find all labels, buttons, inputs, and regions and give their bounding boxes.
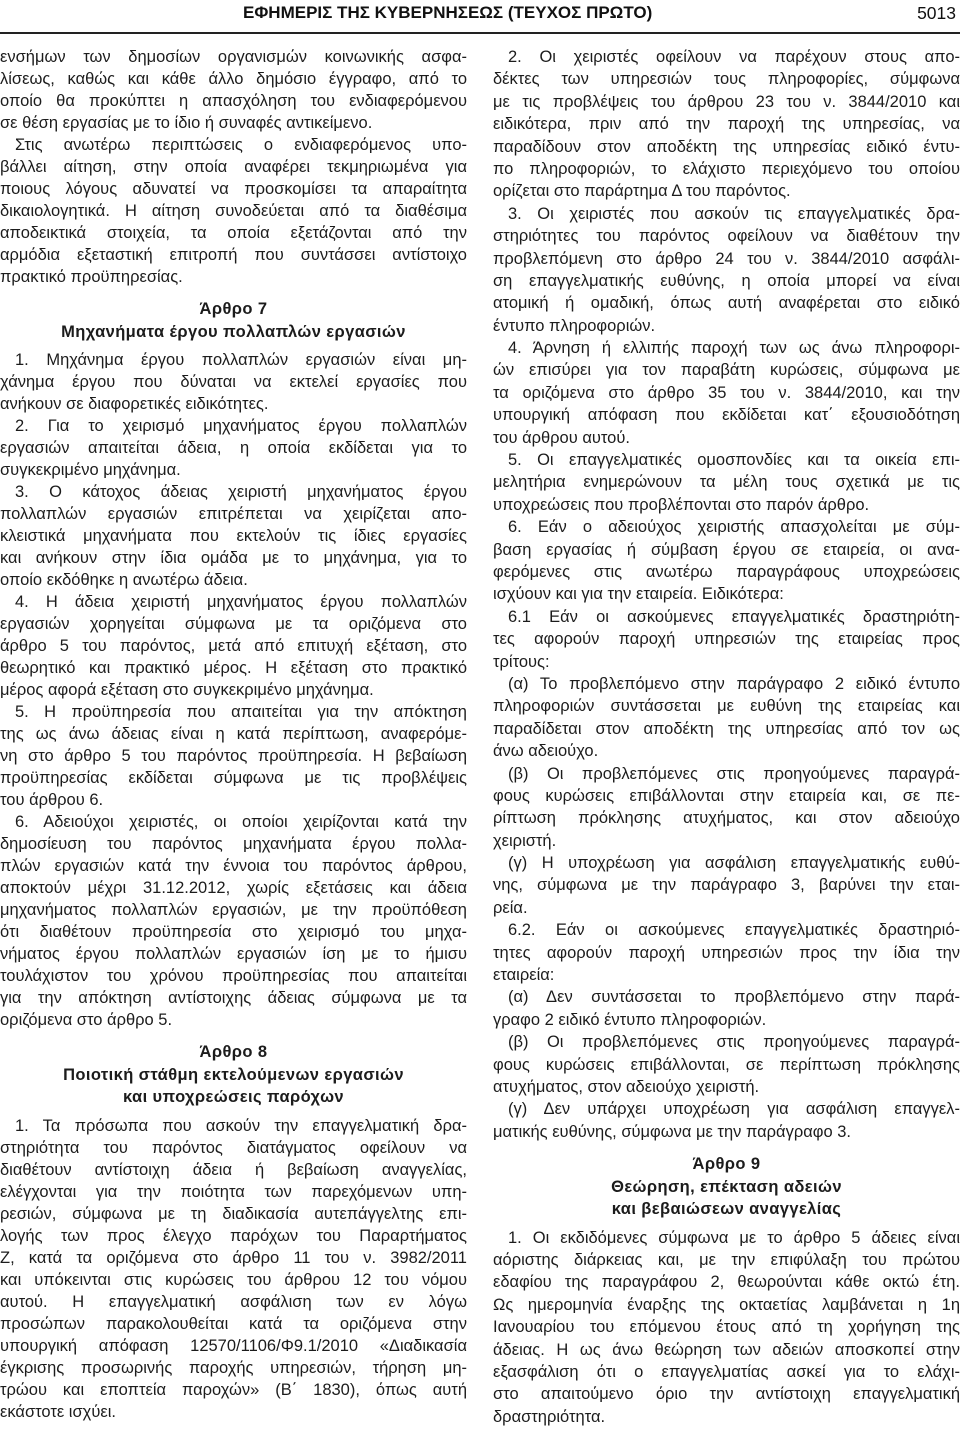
paragraph (493, 1098, 960, 1143)
text-line: προσώπων παρακολουθείται κατά τα οριζόμενα στην (0, 1314, 467, 1333)
text-line: πρακτικό προϋπηρεσίας. (0, 268, 183, 286)
text-line: σε θέση εργασίας με το ίδιο ή συναφές αντικείμενο. (0, 114, 373, 132)
text-line: Ιανουαρίου του επόμενου έτους από τη χορήγηση της (493, 1318, 960, 1337)
text-line: 6.1 Εάν οι ασκούμενες επαγγελματικές δραστηριότη- (508, 607, 960, 626)
text-line: προϋπηρεσίας εκδίδεται σύμφωνα με τις προβλέψεις (0, 769, 467, 787)
text-line: φους κυρώσεις επιβάλλονται, σε περίπτωση πρόκλησης (493, 1055, 960, 1074)
text-line: 4. Η άδεια χειριστή μηχανήματος έργου πολλαπλών (15, 593, 467, 611)
header-rule (0, 32, 960, 34)
text-line: (γ) Δεν υπάρχει υποχρέωση για ασφάλιση επαγγελ- (508, 1100, 960, 1119)
text-line: υποχρεώσεις που προβλέπονται στο παρόν άρθρο. (493, 495, 870, 514)
text-line: μηχανήματος πολλαπλών εργασιών, με την προϋπόθεση (0, 901, 467, 919)
text-line: χάνημα έργου που δύναται να εκτελεί εργασίες που (0, 373, 467, 391)
text-line: οριζόμενα στο άρθρο 5. (0, 1011, 173, 1029)
text-line: διαθέτουν αντίστοιχη άδεια ή βεβαίωση αναγγελίας, (0, 1160, 467, 1179)
paragraph (0, 481, 467, 591)
text-line: άρθρο 5 του παρόντος, μετά από επιτυχή εξέταση, στο (0, 637, 467, 655)
right-column (493, 46, 960, 1428)
text-line: (α) Το προβλεπόμενο στην παράγραφο 2 ειδικό έντυπο (508, 674, 960, 693)
article-title: και βεβαιώσεων αναγγελίας (611, 1200, 842, 1219)
article-title: Μηχανήματα έργου πολλαπλών εργασιών (61, 322, 406, 341)
paragraph (493, 1227, 960, 1429)
text-line: στο απαιτούμενο όριο την αντίστοιχη επαγγελματική (493, 1385, 960, 1404)
text-line: τρώου και εποπτεία παροχών» (Β΄ 1830), όπως αυτή (0, 1380, 467, 1399)
text-line: στηριότητα του παρόντος διατάγματος οφείλουν να (0, 1138, 467, 1157)
text-line: του άρθρου 6. (0, 791, 104, 809)
text-line: τα οριζόμενα στο άρθρο 35 του ν. 3844/2010, και την (493, 383, 960, 402)
text-line: ελέγχονται για την ποιότητα των παρεχόμενων υπη- (0, 1182, 467, 1201)
text-line: ισχύουν και για την εταιρεία. Ειδικότερα: (493, 585, 784, 604)
text-line: τητες αφορούν παροχή υπηρεσιών προς την ίδια την (493, 943, 960, 962)
text-line: δημοσίευση του παρόντος μηχανήματα έργου πολλα- (0, 835, 467, 853)
text-line: νης, σύμφωνα με την παράγραφο 3, βαρύνει την εται- (493, 876, 960, 895)
article-heading (0, 298, 467, 343)
text-line: 5. Οι επαγγελματικές ομοσπονδίες και τα οικεία επι- (508, 451, 960, 470)
text-line: πλών εργασιών κατά την έννοια του παρόντος άρθρου, (0, 857, 467, 875)
left-column (0, 46, 467, 1423)
text-line: ότι διαθέτουν προϋπηρεσία στο χειρισμό του μηχα- (0, 923, 467, 941)
text-line: πο πληροφοριών, το ελάχιστο περιεχόμενο του οποίου (493, 159, 960, 178)
paragraph (0, 134, 467, 288)
text-line: νήματος έργου πολλαπλών εργασιών ίση με το ήμισυ (0, 945, 467, 963)
text-line: ών επισύρει για τον παραβάτη κυρώσεις, σύμφωνα με (493, 361, 960, 380)
text-line: θεωρητικό και πρακτικό μέρος. Η εξέταση στο πρακτικό (0, 659, 467, 677)
text-line: βαση εργασίας ή σύμβαση έργου σε εταιρεία, οι ανα- (493, 540, 960, 559)
text-line: μέρος αφορά εξέταση στο συγκεκριμένο μηχάνημα. (0, 681, 374, 699)
paragraph (493, 203, 960, 337)
text-line: γραφο 2 ειδικό έντυπο πληροφοριών. (493, 1010, 767, 1029)
article-number: Άρθρο 9 (692, 1155, 761, 1174)
text-line: παραδίδεται στον αποδέκτη της υπηρεσίας από τον ως (493, 719, 960, 738)
text-line: πολλαπλών εργασιών επιτρέπεται να χειρίζεται απο- (0, 505, 467, 523)
paragraph (0, 349, 467, 415)
paragraph (493, 337, 960, 449)
text-line: 1. Τα πρόσωπα που ασκούν την επαγγελματική δρα- (15, 1116, 467, 1135)
text-line: για την απόκτηση αντίστοιχης άδειας σύμφωνα με τα (0, 989, 467, 1007)
text-line: βάλλει αίτηση, στην οποία αναφέρει τεκμηριωμένα για (0, 158, 467, 176)
text-line: 5. Η προϋπηρεσία που απαιτείται για την απόκτηση (15, 703, 467, 721)
text-line: (β) Οι προβλεπόμενες στις προηγούμενες παραγρά- (508, 1033, 960, 1052)
page-number: 5013 (917, 3, 956, 23)
paragraph (0, 811, 467, 1031)
paragraph (493, 986, 960, 1031)
text-line: έγκρισης προσωρινής παροχής υπηρεσιών, τήρηση μη- (0, 1358, 467, 1377)
text-line: 6. Αδειούχοι χειριστές, οι οποίοι χειρίζονται κατά την (15, 813, 467, 831)
text-line: εργασιών απαιτείται άδεια, η οποία εκδίδεται για το (0, 439, 467, 457)
text-line: άδειας. Η ως άνω θεώρηση των αδειών αποσκοπεί στην (493, 1340, 960, 1359)
text-line: χειριστή. (493, 831, 557, 850)
text-line: 6.2. Εάν οι ασκούμενες επαγγελματικές δραστηριό- (508, 921, 960, 940)
gazette-title: ΕΦΗΜΕΡΙΣ ΤΗΣ ΚΥΒΕΡΝΗΣΕΩΣ (ΤΕΥΧΟΣ ΠΡΩΤΟ) (243, 3, 653, 22)
text-line: της ως άνω άδειας είναι η κατά περίπτωση, αναφερόμε- (0, 725, 467, 743)
paragraph (493, 449, 960, 516)
text-line: αρμόδια εξεταστική επιτροπή που συντάσσει αντίστοιχο (0, 246, 467, 264)
text-line: και ανήκουν στην ίδια ομάδα με το μηχάνημα, για το (0, 549, 467, 567)
text-line: οποίο εκδόθηκε η ανωτέρω άδεια. (0, 571, 248, 589)
text-line: λίσεως, καθώς και κάθε άλλο δημόσιο έγγραφο, από το (0, 70, 467, 88)
text-line: τες αφορούν παροχή υπηρεσιών της εταιρείας προς (493, 630, 960, 649)
article-title: Θεώρηση, επέκταση αδειών (611, 1177, 842, 1196)
text-line: ρίπτωση πρόκλησης ατυχήματος, και στον αδειούχο (493, 809, 960, 828)
text-line: οποίο θα προκύπτει η απασχόληση του ενδιαφερόμενου (0, 92, 467, 110)
text-line: αποδεικτικά στοιχεία, τα οποία εξετάζονται από την (0, 224, 467, 242)
text-line: ματικής ευθύνης, σύμφωνα με την παράγραφο 3. (493, 1122, 851, 1141)
paragraph (0, 415, 467, 481)
text-line: συγκεκριμένο μηχάνημα. (0, 461, 181, 479)
paragraph (0, 1115, 467, 1423)
text-line: 2. Οι χειριστές οφείλουν να παρέχουν στους απο- (508, 48, 960, 66)
text-line: και υπόκεινται στις κυρώσεις του άρθρου 12 του νόμου (0, 1270, 467, 1289)
text-line: αόριστης διάρκειας και, με την επιφύλαξη του πρώτου (493, 1251, 960, 1270)
text-line: 1. Οι εκδιδόμενες σύμφωνα με το άρθρο 5 άδειες είναι (508, 1228, 960, 1247)
text-line: δέκτες των υπηρεσιών τους πληροφορίες, σύμφωνα (493, 70, 960, 89)
text-line: ενσήμων των δημοσίων οργανισμών κοινωνικής ασφα- (0, 48, 467, 66)
article-title: και υποχρεώσεις παρόχων (122, 1088, 345, 1106)
text-line: εξασφάλιση ότι ο επαγγελματίας ασκεί για το ελάχι- (493, 1362, 960, 1381)
text-line: ανήκουν σε διαφορετικές ειδικότητες. (0, 395, 269, 413)
paragraph (493, 1031, 960, 1098)
text-line: τρίτους: (493, 652, 550, 671)
paragraph (493, 763, 960, 853)
text-line: παραδίδουν στον αποδέκτη της υπηρεσίας ειδικό έντυ- (493, 137, 960, 156)
text-line: εργασιών χορηγείται σύμφωνα με τα οριζόμενα στο (0, 615, 467, 633)
text-line: 6. Εάν ο αδειούχος χειριστής απασχολείται με σύμ- (508, 518, 960, 537)
text-line: ορίζεται στο παράρτημα Δ του παρόντος. (493, 182, 791, 201)
text-line: ρεία. (493, 898, 528, 917)
text-line: 3. Ο κάτοχος άδειας χειριστή μηχανήματος έργου (15, 483, 467, 501)
paragraph (493, 516, 960, 606)
text-line: Στις ανωτέρω περιπτώσεις ο ενδιαφερόμενος υπο- (15, 136, 467, 154)
text-line: (γ) Η υποχρέωση για ασφάλιση επαγγελματικής ευθύ- (508, 854, 960, 873)
text-line: στηριότητες του παρόντος οφείλουν να διαθέτουν την (493, 227, 960, 246)
text-line: υπουργική απόφαση που εκδίδεται κατ΄ εξουσιοδότηση (493, 406, 960, 425)
paragraph (493, 919, 960, 986)
text-line: νη στο άρθρο 5 του παρόντος προϋπηρεσία. Η βεβαίωση (0, 747, 467, 765)
paragraph (0, 46, 467, 134)
article-heading (0, 1041, 467, 1109)
text-line: (β) Οι προβλεπόμενες στις προηγούμενες παραγρά- (508, 764, 960, 783)
text-line: ρεσιών, σύμφωνα με τη διαδικασία αυτεπάγγελτης επι- (0, 1204, 467, 1223)
text-line: κλειστικά μηχανήματα που εκτελούν τις ίδιες εργασίες (0, 527, 467, 545)
text-line: προβλεπόμενη στο άρθρο 24 του ν. 3844/2010 ασφάλι- (493, 249, 960, 268)
paragraph (493, 46, 960, 203)
text-line: ποιους λόγους αδυνατεί να προσκομίσει τα απαραίτητα (0, 180, 467, 198)
text-line: αποκτούν μέχρι 31.12.2012, χωρίς εξετάσεις και άδεια (0, 879, 467, 897)
text-line: φερόμενες στις ανωτέρω παραγράφους υποχρεώσεις (493, 562, 960, 581)
text-line: Ως ημερομηνία έναρξης της οκταετίας λαμβάνεται η 1η (493, 1295, 960, 1314)
article-number: Άρθρο 8 (199, 1043, 268, 1061)
paragraph (0, 701, 467, 811)
text-line: εδαφίου της παραγράφου 2, θεωρούνται κάθε οκτώ έτη. (493, 1273, 960, 1292)
text-line: 1. Μηχάνημα έργου πολλαπλών εργασιών είναι μη- (15, 351, 467, 369)
paragraph (493, 606, 960, 673)
paragraph (0, 591, 467, 701)
text-line: ατυχήματος, στον αδειούχο χειριστή. (493, 1077, 760, 1096)
text-line: τουλάχιστον του χρόνου προϋπηρεσίας που απαιτείται (0, 967, 467, 985)
text-line: εταιρεία: (493, 966, 555, 985)
text-line: ατομική ή ομαδική, όπως αυτή αναφέρεται στο ειδικό (493, 294, 960, 313)
text-line: έντυπο πληροφοριών. (493, 316, 656, 335)
text-line: 4. Άρνηση ή ελλιπής παροχή των ως άνω πληροφορι- (508, 339, 960, 358)
text-line: 2. Για το χειρισμό μηχανήματος έργου πολλαπλών (15, 417, 467, 435)
text-line: υπουργική απόφαση 12570/1106/Φ9.1/2010 «Διαδικασία (0, 1336, 467, 1355)
text-line: αυτού. Η επαγγελματική ασφάλιση των εν λόγω (0, 1292, 467, 1311)
text-line: δραστηριότητα. (493, 1407, 606, 1426)
text-line: δικαιολογητικά. Η αίτηση συνοδεύεται από τα διαθέσιμα (0, 202, 467, 220)
text-line: ειδικότερα, πριν από την παροχή της υπηρεσίας, να (493, 115, 960, 134)
text-line: εκάστοτε ισχύει. (0, 1402, 116, 1421)
text-line: 3. Οι χειριστές που ασκούν τις επαγγελματικές δρα- (508, 204, 960, 223)
text-line: φους κυρώσεις επιβάλλονται στην εταιρεία και, σε πε- (493, 786, 960, 805)
text-line: λογής των προς έλεγχο παρόχων του Παραρτήματος (0, 1226, 467, 1245)
text-line: άνω αδειούχο. (493, 742, 599, 761)
text-line: ση επαγγελματικής ευθύνης, η οποία μπορεί να είναι (493, 271, 960, 290)
text-line: μελητήρια ενημερώνουν τα μέλη τους σχετικά με τις (493, 473, 960, 492)
text-line: με τις προβλέψεις του άρθρου 23 του ν. 3844/2010 και (493, 92, 960, 111)
paragraph (493, 852, 960, 919)
text-line: (α) Δεν συντάσσεται το προβλεπόμενο στην παρά- (508, 988, 960, 1007)
paragraph (493, 673, 960, 763)
article-title: Ποιοτική στάθμη εκτελούμενων εργασιών (63, 1065, 404, 1084)
text-line: του άρθρου αυτού. (493, 428, 630, 447)
text-line: πληροφοριών συντάσσεται με ευθύνη της εταιρείας και (493, 697, 960, 716)
article-heading (493, 1153, 960, 1221)
article-number: Άρθρο 7 (199, 300, 268, 318)
text-line: Ζ, κατά τα οριζόμενα στο άρθρο 11 του ν. 3982/2011 (0, 1248, 467, 1267)
